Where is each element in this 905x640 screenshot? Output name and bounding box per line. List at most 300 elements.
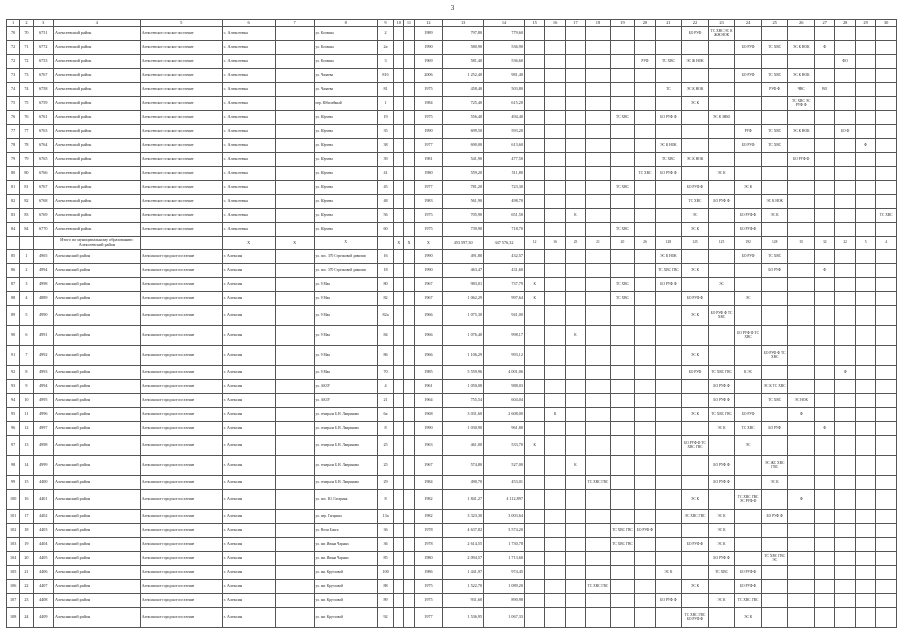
table-cell: ЭС К ТС ХВС bbox=[761, 380, 788, 394]
table-cell: Алексинский район bbox=[53, 422, 140, 436]
table-cell bbox=[565, 566, 585, 580]
table-cell: г. Алексин bbox=[222, 264, 275, 278]
table-cell bbox=[835, 422, 855, 436]
table-cell bbox=[835, 456, 855, 476]
table-cell: 100 bbox=[7, 490, 20, 510]
table-cell: ТС ХВС bbox=[610, 278, 635, 292]
table-cell bbox=[855, 346, 875, 366]
table-cell bbox=[565, 111, 585, 125]
table-cell bbox=[394, 153, 404, 167]
table-cell: 536,90 bbox=[484, 41, 525, 55]
table-cell: Алексинский район bbox=[53, 510, 140, 524]
table-cell: ЭС К bbox=[708, 167, 735, 181]
table-cell bbox=[655, 366, 682, 380]
column-header-row bbox=[7, 20, 897, 27]
table-cell bbox=[275, 278, 314, 292]
table-cell bbox=[855, 292, 875, 306]
table-cell bbox=[815, 139, 835, 153]
table-cell: 18 bbox=[377, 264, 393, 278]
table-cell bbox=[404, 292, 414, 306]
table-cell: Итого по муниципальному образованию: Алексеевский район bbox=[53, 237, 140, 250]
table-cell: Алексинское городское поселение bbox=[140, 552, 222, 566]
table-cell: 527,00 bbox=[484, 456, 525, 476]
table-cell: ФО bbox=[835, 55, 855, 69]
table-cell: 4401 bbox=[33, 490, 53, 510]
table-cell bbox=[404, 510, 414, 524]
table-cell bbox=[708, 223, 735, 237]
table-cell: 9 bbox=[20, 380, 33, 394]
table-row bbox=[7, 566, 897, 580]
table-cell: 6769 bbox=[33, 209, 53, 223]
table-cell: 6 bbox=[20, 326, 33, 346]
table-cell bbox=[524, 195, 544, 209]
table-cell bbox=[635, 41, 655, 55]
table-row bbox=[7, 278, 897, 292]
table-cell: 797,80 bbox=[443, 27, 484, 41]
table-cell: 92 bbox=[377, 608, 393, 628]
table-cell: 1 bbox=[377, 97, 393, 111]
table-cell: Х bbox=[404, 237, 414, 250]
table-cell: Х bbox=[222, 237, 275, 250]
table-cell: 125 bbox=[682, 237, 709, 250]
table-cell bbox=[835, 195, 855, 209]
table-cell: 477,50 bbox=[484, 153, 525, 167]
table-cell bbox=[876, 153, 897, 167]
column-header: 10 bbox=[394, 20, 404, 27]
table-cell bbox=[586, 538, 611, 552]
table-cell bbox=[735, 510, 762, 524]
table-cell bbox=[565, 608, 585, 628]
table-cell: 87 bbox=[7, 278, 20, 292]
table-cell: г. Алексин bbox=[222, 524, 275, 538]
table-cell bbox=[815, 97, 835, 111]
table-cell: ЭС НОК bbox=[788, 394, 815, 408]
table-cell bbox=[655, 41, 682, 55]
table-cell: 4992 bbox=[33, 346, 53, 366]
table-cell bbox=[735, 167, 762, 181]
table-cell bbox=[404, 380, 414, 394]
table-cell bbox=[394, 83, 404, 97]
table-cell: 7 bbox=[20, 346, 33, 366]
table-cell: 75 bbox=[7, 97, 20, 111]
table-cell: ул. им. Ивана Чарных bbox=[314, 538, 377, 552]
table-cell bbox=[655, 422, 682, 436]
table-cell: 24 bbox=[20, 608, 33, 628]
total-row bbox=[7, 237, 897, 250]
table-cell bbox=[708, 181, 735, 195]
table-cell bbox=[835, 167, 855, 181]
table-cell bbox=[635, 408, 655, 422]
table-cell bbox=[655, 490, 682, 510]
table-cell bbox=[565, 97, 585, 111]
table-cell bbox=[855, 97, 875, 111]
table-cell: БО РУФ Ф bbox=[635, 524, 655, 538]
table-cell: 82а bbox=[377, 306, 393, 326]
table-cell: 6765 bbox=[33, 153, 53, 167]
table-cell: ул. 9 Мая bbox=[314, 346, 377, 366]
table-cell bbox=[835, 510, 855, 524]
table-cell bbox=[545, 366, 565, 380]
table-cell bbox=[610, 264, 635, 278]
table-cell: 25 bbox=[565, 237, 585, 250]
table-cell bbox=[404, 250, 414, 264]
column-header: 23 bbox=[708, 20, 735, 27]
table-cell bbox=[7, 237, 20, 250]
table-cell bbox=[635, 594, 655, 608]
table-cell: Алексеевский район bbox=[53, 195, 140, 209]
table-cell bbox=[708, 125, 735, 139]
table-cell: 718,70 bbox=[484, 223, 525, 237]
table-cell: г. Алексин bbox=[222, 394, 275, 408]
table-cell bbox=[635, 476, 655, 490]
table-cell: 4 112,897 bbox=[484, 490, 525, 510]
table-cell bbox=[655, 306, 682, 326]
table-cell: 16 bbox=[545, 237, 565, 250]
table-cell bbox=[545, 153, 565, 167]
table-cell bbox=[735, 524, 762, 538]
table-row bbox=[7, 456, 897, 476]
table-cell: с. Алексеевка bbox=[222, 195, 275, 209]
table-cell bbox=[394, 41, 404, 55]
table-cell: с. Алексеевка bbox=[222, 41, 275, 55]
table-cell: 1966 bbox=[414, 326, 443, 346]
table-cell bbox=[876, 580, 897, 594]
register-table bbox=[6, 19, 897, 628]
table-cell: 541,90 bbox=[443, 153, 484, 167]
column-header: 21 bbox=[655, 20, 682, 27]
table-cell bbox=[655, 97, 682, 111]
table-cell: 705,90 bbox=[443, 209, 484, 223]
table-cell: 1 713,60 bbox=[484, 552, 525, 566]
table-cell bbox=[855, 490, 875, 510]
table-cell bbox=[275, 594, 314, 608]
table-cell: 73 bbox=[20, 69, 33, 83]
table-cell bbox=[275, 608, 314, 628]
table-cell bbox=[876, 366, 897, 380]
table-cell: 4889 bbox=[33, 292, 53, 306]
table-cell: г. Алексин bbox=[222, 608, 275, 628]
table-cell: 4994 bbox=[33, 380, 53, 394]
table-cell: 102 bbox=[7, 524, 20, 538]
table-cell bbox=[761, 436, 788, 456]
table-cell bbox=[635, 250, 655, 264]
table-body bbox=[7, 20, 897, 628]
table-cell bbox=[610, 594, 635, 608]
table-cell: К bbox=[565, 209, 585, 223]
table-cell bbox=[835, 326, 855, 346]
table-cell: 104 bbox=[7, 552, 20, 566]
table-cell bbox=[545, 436, 565, 456]
table-cell: 21 bbox=[377, 394, 393, 408]
table-cell bbox=[788, 264, 815, 278]
table-cell bbox=[610, 580, 635, 594]
table-cell: г. Алексин bbox=[222, 594, 275, 608]
table-row bbox=[7, 153, 897, 167]
table-cell: г. Алексин bbox=[222, 436, 275, 456]
table-cell: ул. пос. 370 Стрелковой дивизии bbox=[314, 264, 377, 278]
table-cell: ул. генерала Б.Н. Лавринова bbox=[314, 476, 377, 490]
table-cell: ТС ХВС ГВС bbox=[610, 524, 635, 538]
table-cell bbox=[394, 436, 404, 456]
table-cell bbox=[394, 476, 404, 490]
table-cell: ТС ХВС bbox=[682, 195, 709, 209]
table-cell: 699,50 bbox=[443, 125, 484, 139]
table-cell: ул. им. Кругловой bbox=[314, 566, 377, 580]
table-cell bbox=[545, 167, 565, 181]
table-cell: 4403 bbox=[33, 524, 53, 538]
table-cell bbox=[876, 436, 897, 456]
table-row bbox=[7, 83, 897, 97]
table-row bbox=[7, 366, 897, 380]
table-cell bbox=[275, 326, 314, 346]
table-cell: 2006 bbox=[414, 69, 443, 83]
table-cell bbox=[735, 97, 762, 111]
table-row bbox=[7, 380, 897, 394]
table-cell: 86 bbox=[377, 346, 393, 366]
table-cell: ТС ХВС ГВС ЭС bbox=[761, 552, 788, 566]
table-cell bbox=[815, 27, 835, 41]
table-cell bbox=[586, 594, 611, 608]
table-cell bbox=[586, 55, 611, 69]
table-cell bbox=[815, 195, 835, 209]
table-cell bbox=[835, 566, 855, 580]
table-cell: с. Алексеевка bbox=[222, 83, 275, 97]
table-cell: 974,45 bbox=[484, 566, 525, 580]
table-cell: ТС ХВС ГВС bbox=[586, 580, 611, 594]
table-cell bbox=[682, 476, 709, 490]
table-cell bbox=[855, 111, 875, 125]
table-cell bbox=[394, 510, 404, 524]
table-cell bbox=[855, 167, 875, 181]
column-header: 28 bbox=[835, 20, 855, 27]
table-cell bbox=[761, 366, 788, 380]
table-cell: БО РУФ Ф bbox=[708, 380, 735, 394]
table-cell bbox=[545, 524, 565, 538]
table-cell: Алексинское городское поселение bbox=[140, 436, 222, 456]
table-cell bbox=[404, 608, 414, 628]
table-cell bbox=[635, 83, 655, 97]
table-cell: 4991 bbox=[33, 326, 53, 346]
table-cell bbox=[855, 608, 875, 628]
table-cell bbox=[735, 476, 762, 490]
table-cell bbox=[565, 27, 585, 41]
table-cell: г. Алексин bbox=[222, 422, 275, 436]
table-cell bbox=[394, 139, 404, 153]
table-cell: Алексеевское сельское поселение bbox=[140, 55, 222, 69]
table-cell: Алексеевский район bbox=[53, 139, 140, 153]
table-cell: 1977 bbox=[414, 608, 443, 628]
table-cell bbox=[682, 456, 709, 476]
table-cell: 83 bbox=[7, 209, 20, 223]
table-cell bbox=[815, 326, 835, 346]
table-cell bbox=[682, 41, 709, 55]
table-cell: ул. Юрчева bbox=[314, 223, 377, 237]
table-row bbox=[7, 223, 897, 237]
table-cell bbox=[545, 566, 565, 580]
table-cell: 574,80 bbox=[443, 456, 484, 476]
column-header: 20 bbox=[635, 20, 655, 27]
table-cell bbox=[586, 264, 611, 278]
table-cell: 6758 bbox=[33, 83, 53, 97]
table-cell bbox=[394, 278, 404, 292]
table-cell bbox=[876, 223, 897, 237]
table-cell bbox=[876, 608, 897, 628]
table-cell bbox=[635, 566, 655, 580]
table-cell bbox=[275, 83, 314, 97]
table-cell bbox=[835, 41, 855, 55]
table-cell bbox=[524, 380, 544, 394]
table-cell bbox=[565, 223, 585, 237]
table-cell bbox=[788, 27, 815, 41]
table-cell bbox=[815, 608, 835, 628]
table-cell bbox=[545, 306, 565, 326]
table-cell: с. Алексеевка bbox=[222, 167, 275, 181]
table-cell bbox=[635, 125, 655, 139]
table-cell bbox=[635, 153, 655, 167]
table-cell bbox=[835, 83, 855, 97]
table-cell bbox=[655, 380, 682, 394]
table-cell: с. Алексеевка bbox=[222, 27, 275, 41]
table-cell: ЭС К bbox=[708, 538, 735, 552]
table-cell bbox=[545, 380, 565, 394]
table-cell bbox=[524, 510, 544, 524]
table-cell: г. Алексин bbox=[222, 292, 275, 306]
table-cell: 4406 bbox=[33, 566, 53, 580]
table-row bbox=[7, 111, 897, 125]
table-cell bbox=[835, 27, 855, 41]
table-cell: 74 bbox=[20, 83, 33, 97]
table-cell: 4996 bbox=[33, 408, 53, 422]
table-cell: Алексинский район bbox=[53, 394, 140, 408]
table-cell bbox=[655, 524, 682, 538]
table-cell: Алексеевский район bbox=[53, 209, 140, 223]
table-cell bbox=[835, 538, 855, 552]
table-cell bbox=[682, 566, 709, 580]
table-cell bbox=[394, 408, 404, 422]
table-cell bbox=[275, 181, 314, 195]
table-cell: БО РУФ Ф bbox=[708, 552, 735, 566]
table-cell: 22 bbox=[20, 580, 33, 594]
table-cell bbox=[835, 306, 855, 326]
table-cell bbox=[404, 538, 414, 552]
table-cell: 77 bbox=[20, 125, 33, 139]
table-cell bbox=[610, 408, 635, 422]
table-cell bbox=[735, 552, 762, 566]
table-cell: с. Алексеевка bbox=[222, 181, 275, 195]
table-cell: ТС ХВС bbox=[876, 209, 897, 223]
table-cell bbox=[610, 456, 635, 476]
table-cell bbox=[815, 408, 835, 422]
table-cell: Алексинское городское поселение bbox=[140, 524, 222, 538]
table-cell bbox=[655, 476, 682, 490]
table-cell bbox=[635, 111, 655, 125]
table-cell: 1 730,78 bbox=[484, 538, 525, 552]
table-row bbox=[7, 510, 897, 524]
table-cell: ТС ХВС ГВС bbox=[708, 366, 735, 380]
table-cell bbox=[655, 69, 682, 83]
table-cell bbox=[635, 366, 655, 380]
table-cell: 1977 bbox=[414, 139, 443, 153]
table-cell: 70 bbox=[20, 27, 33, 41]
table-cell bbox=[655, 580, 682, 594]
table-cell: Алексеевское сельское поселение bbox=[140, 97, 222, 111]
table-cell: 1990 bbox=[414, 264, 443, 278]
table-cell bbox=[586, 326, 611, 346]
table-cell bbox=[586, 69, 611, 83]
table-cell bbox=[545, 552, 565, 566]
table-cell: Алексеевский район bbox=[53, 153, 140, 167]
table-cell bbox=[788, 510, 815, 524]
table-cell: 73 bbox=[7, 69, 20, 83]
table-cell bbox=[855, 456, 875, 476]
table-cell bbox=[855, 209, 875, 223]
table-cell: 81 bbox=[7, 181, 20, 195]
table-cell: 36 bbox=[377, 538, 393, 552]
table-cell: БО РУФ Ф bbox=[708, 195, 735, 209]
table-cell bbox=[815, 250, 835, 264]
column-header: 12 bbox=[414, 20, 443, 27]
table-cell bbox=[404, 139, 414, 153]
table-cell: ул. Чапаева bbox=[314, 83, 377, 97]
table-cell bbox=[275, 580, 314, 594]
table-cell bbox=[586, 380, 611, 394]
column-header: 3 bbox=[33, 20, 53, 27]
table-cell bbox=[524, 366, 544, 380]
table-cell bbox=[404, 167, 414, 181]
table-cell bbox=[404, 552, 414, 566]
table-cell bbox=[876, 422, 897, 436]
table-cell bbox=[835, 476, 855, 490]
table-cell: г. Алексин bbox=[222, 456, 275, 476]
table-cell bbox=[524, 209, 544, 223]
table-cell: БО РУФ Ф bbox=[708, 476, 735, 490]
table-cell bbox=[586, 125, 611, 139]
table-cell: ЭС К bbox=[682, 408, 709, 422]
table-cell: К bbox=[524, 278, 544, 292]
table-cell bbox=[404, 83, 414, 97]
table-cell: 988,03 bbox=[484, 380, 525, 394]
table-cell: ул. генерала Б.Н. Лавринова bbox=[314, 422, 377, 436]
table-cell: 981,40 bbox=[484, 69, 525, 83]
table-cell bbox=[524, 408, 544, 422]
table-cell bbox=[876, 97, 897, 111]
table-cell bbox=[586, 422, 611, 436]
table-cell: Алексеевское сельское поселение bbox=[140, 209, 222, 223]
table-cell bbox=[565, 83, 585, 97]
table-cell bbox=[708, 83, 735, 97]
table-cell bbox=[565, 264, 585, 278]
table-cell bbox=[815, 111, 835, 125]
table-cell: Ф bbox=[815, 264, 835, 278]
table-cell: 1990 bbox=[414, 422, 443, 436]
column-header: 2 bbox=[20, 20, 33, 27]
table-cell: 81б bbox=[377, 69, 393, 83]
table-cell: с. Алексеевка bbox=[222, 125, 275, 139]
table-cell bbox=[635, 139, 655, 153]
table-cell: Алексинское городское поселение bbox=[140, 394, 222, 408]
table-cell bbox=[788, 422, 815, 436]
table-cell: 4997 bbox=[33, 422, 53, 436]
table-cell bbox=[635, 326, 655, 346]
table-cell: г. Алексин bbox=[222, 408, 275, 422]
table-cell bbox=[545, 292, 565, 306]
table-cell: 6770 bbox=[33, 223, 53, 237]
table-cell: 1989 bbox=[414, 27, 443, 41]
table-cell: 4400 bbox=[33, 476, 53, 490]
table-cell: К bbox=[524, 436, 544, 456]
table-cell: 1975 bbox=[414, 594, 443, 608]
table-cell: 432,57 bbox=[484, 250, 525, 264]
